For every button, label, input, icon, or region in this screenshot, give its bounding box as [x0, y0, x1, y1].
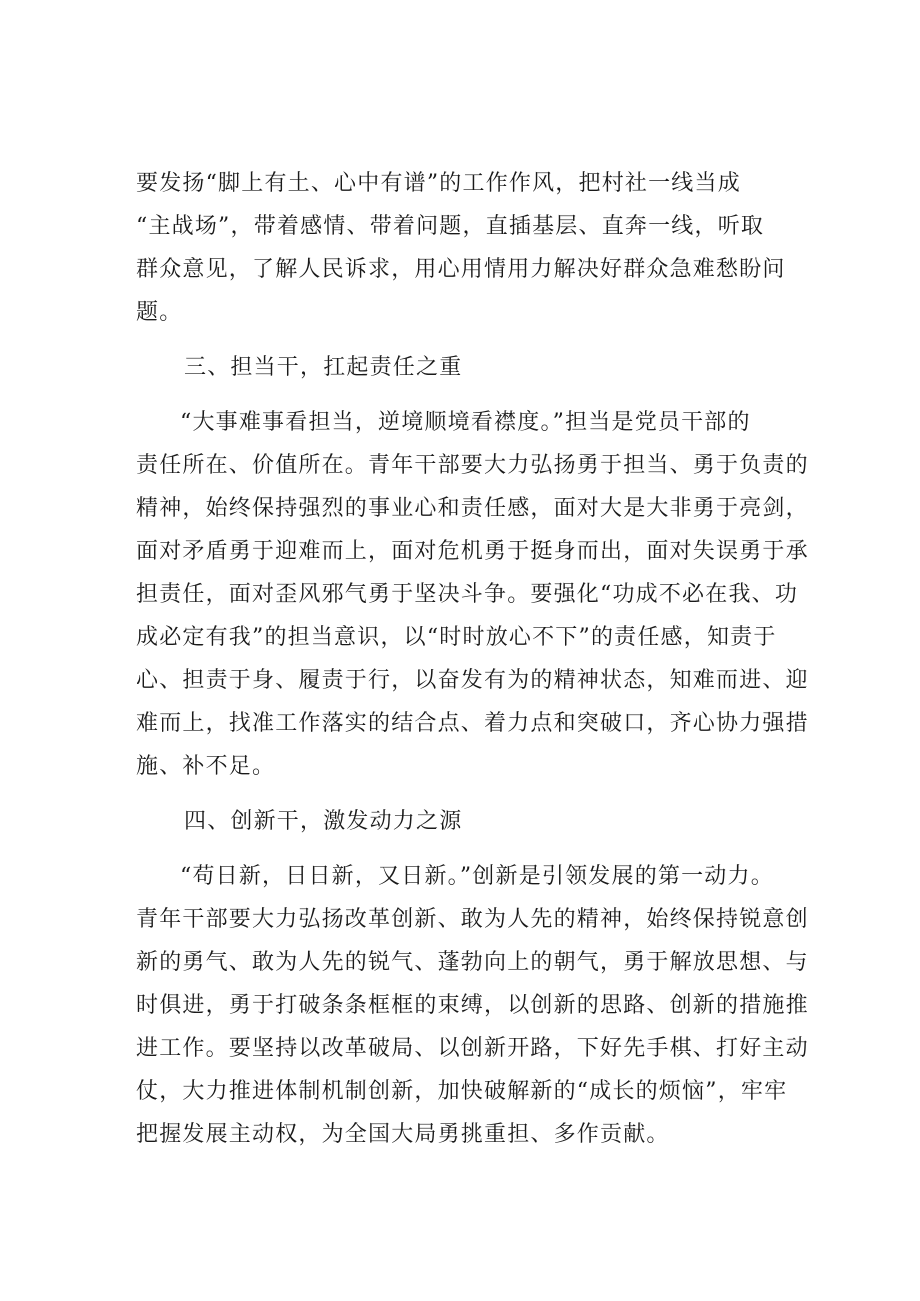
- section-heading-three: 三、担当干，扛起责任之重: [184, 355, 463, 380]
- text-line: 时俱进，勇于打破条条框框的束缚，以创新的思路、创新的措施推: [136, 993, 809, 1018]
- text-line: 仗，大力推进体制机制创新，加快破解新的“成长的烦恼”，牢牢: [136, 1079, 788, 1104]
- text-line: 施、补不足。: [136, 754, 276, 779]
- text-line: 难而上，找准工作落实的结合点、着力点和突破口，齐心协力强措: [136, 711, 809, 736]
- text-line: 精神，始终保持强烈的事业心和责任感，面对大是大非勇于亮剑，: [136, 496, 809, 521]
- text-line: 担责任，面对歪风邪气勇于坚决斗争。要强化“功成不必在我、功: [136, 582, 799, 607]
- section-heading-four: 四、创新干，激发动力之源: [184, 809, 463, 834]
- text-line: 责任所在、价值所在。青年干部要大力弘扬勇于担当、勇于负责的: [136, 453, 809, 478]
- text-line: 把握发展主动权，为全国大局勇挑重担、多作贡献。: [136, 1122, 670, 1147]
- text-line: “苟日新，日日新，又日新。”创新是引领发展的第一动力。: [180, 864, 774, 889]
- paragraph-section-four: [136, 855, 809, 1156]
- text-line: 青年干部要大力弘扬改革创新、敢为人先的精神，始终保持锐意创: [136, 907, 809, 932]
- paragraph-section-three: [136, 401, 809, 788]
- text-line: 心、担责于身、履责于行，以奋发有为的精神状态，知难而进、迎: [136, 668, 809, 693]
- text-line: “大事难事看担当，逆境顺境看襟度。”担当是党员干部的: [180, 410, 751, 435]
- text-line: 成必定有我”的担当意识，以“时时放心不下”的责任感，知责于: [136, 625, 777, 650]
- text-line: 面对矛盾勇于迎难而上，面对危机勇于挺身而出，面对失误勇于承: [136, 539, 809, 564]
- text-line: 题。: [136, 300, 183, 325]
- text-line: 新的勇气、敢为人先的锐气、蓬勃向上的朝气，勇于解放思想、与: [136, 950, 809, 975]
- text-line: “主战场”，带着感情、带着问题，直插基层、直奔一线，听取: [136, 214, 765, 239]
- paragraph-continued: [136, 162, 796, 334]
- document-body: [136, 162, 809, 1156]
- text-line: 要发扬“脚上有土、心中有谱”的工作作风，把村社一线当成: [136, 171, 741, 196]
- text-line: 进工作。要坚持以改革破局、以创新开路，下好先手棋、打好主动: [136, 1036, 809, 1061]
- text-line: 群众意见，了解人民诉求，用心用情用力解决好群众急难愁盼问: [136, 257, 786, 282]
